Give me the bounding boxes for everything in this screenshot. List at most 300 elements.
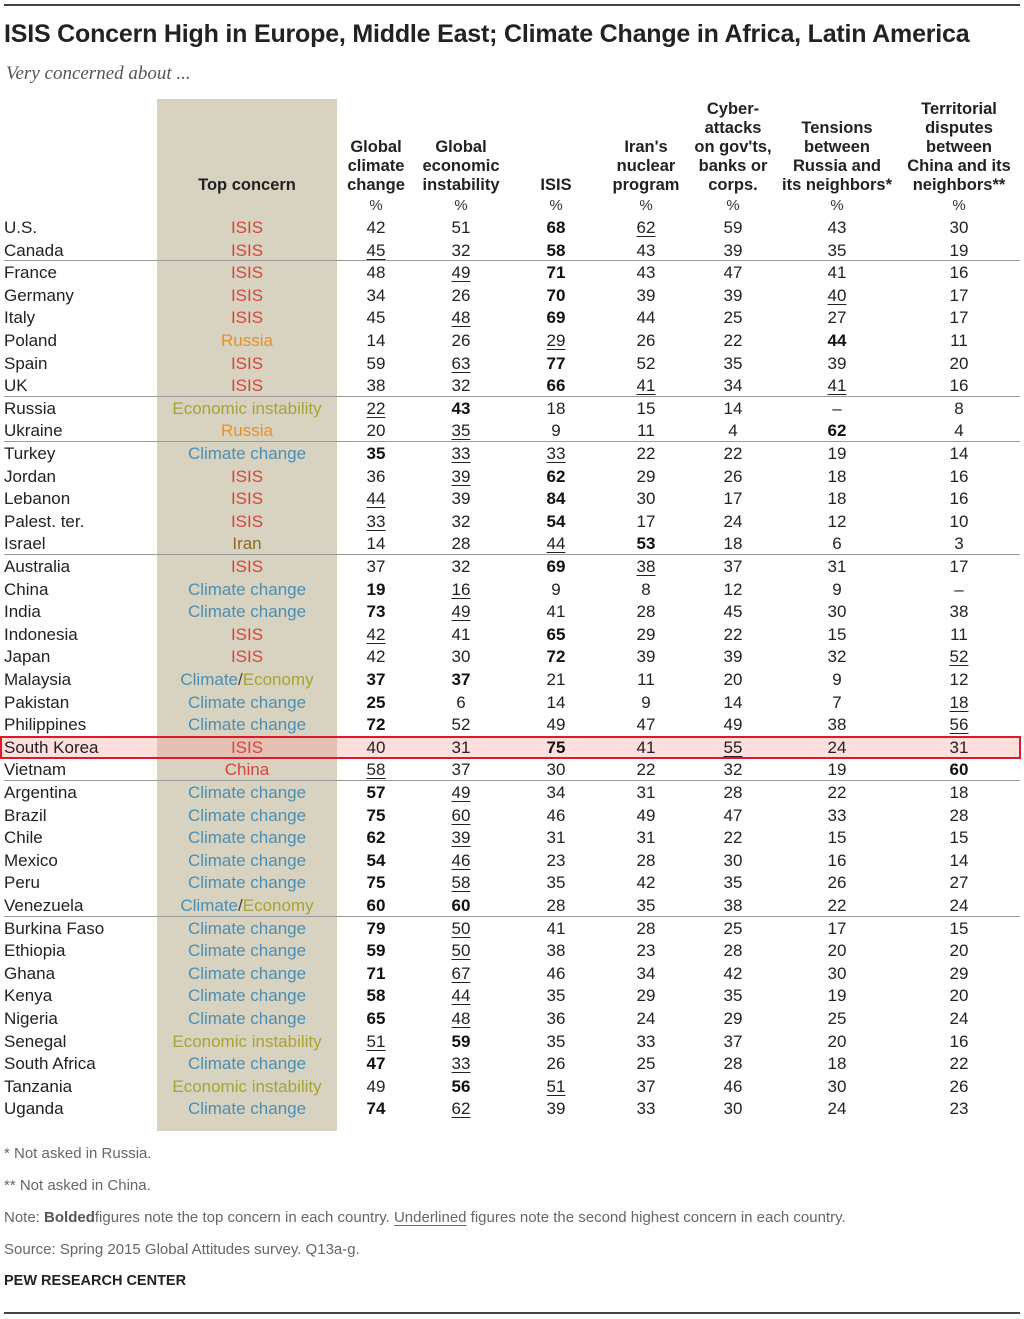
value-cell	[807, 623, 867, 646]
value-text: 42	[366, 218, 386, 237]
value-text: 39	[451, 466, 471, 486]
value-text: 25	[366, 692, 386, 712]
value-cell	[346, 804, 406, 827]
column-header-2	[519, 96, 593, 195]
value-text: 11	[950, 331, 968, 350]
header-top-concern	[167, 100, 327, 195]
top-concern-label: ISIS	[230, 466, 264, 486]
value-text: 18	[827, 1054, 847, 1074]
value-cell	[346, 465, 406, 488]
value-text: 29	[636, 466, 656, 486]
country-label: South Africa	[4, 1054, 96, 1074]
top-concern-label: Climate change	[187, 986, 307, 1006]
value-text: 57	[366, 783, 386, 802]
value-cell	[616, 781, 676, 804]
value-text: 14	[366, 331, 386, 350]
value-text: 17	[949, 285, 969, 305]
value-text: 26	[451, 285, 471, 305]
value-cell	[929, 1052, 989, 1075]
value-text: 11	[637, 421, 655, 441]
value-text: 69	[546, 308, 566, 328]
value-cell	[616, 668, 676, 691]
value-text: 22	[723, 331, 743, 350]
value-text: 52	[636, 353, 656, 373]
note-end: figures note the second highest concern in each country.	[466, 1209, 846, 1226]
value-cell	[807, 1052, 867, 1075]
value-text: 18	[723, 534, 743, 554]
value-text: –	[954, 579, 964, 599]
country-label: Philippines	[4, 715, 87, 735]
value-text: 47	[366, 1054, 386, 1074]
value-cell	[526, 623, 586, 646]
value-text: 32	[723, 760, 743, 780]
value-text: 26	[546, 1054, 566, 1074]
value-text: 66	[546, 376, 566, 396]
value-cell	[929, 939, 989, 962]
value-cell	[616, 939, 676, 962]
value-cell	[346, 758, 406, 781]
value-cell	[616, 984, 676, 1007]
value-text: 4	[954, 421, 964, 441]
value-cell	[703, 623, 763, 646]
value-cell	[929, 849, 989, 872]
value-text: 35	[546, 1031, 566, 1051]
value-text: 48	[451, 1009, 471, 1028]
value-text: 3	[954, 534, 964, 554]
country-label: Israel	[4, 534, 46, 554]
value-cell	[929, 216, 989, 239]
value-text: 33	[366, 511, 386, 531]
value-cell	[703, 939, 763, 962]
value-text: 15	[827, 828, 847, 848]
value-cell	[526, 600, 586, 623]
value-cell	[616, 284, 676, 307]
country-label: Germany	[4, 285, 74, 305]
value-cell	[703, 1052, 763, 1075]
country-label: Italy	[4, 308, 36, 328]
country-label: Jordan	[4, 466, 56, 486]
column-header-line: Global	[435, 138, 487, 156]
value-text: 26	[723, 466, 743, 486]
value-cell	[807, 239, 867, 262]
value-text: 60	[451, 896, 471, 915]
value-text: 14	[366, 534, 386, 554]
value-cell	[616, 329, 676, 352]
value-cell	[526, 939, 586, 962]
value-cell	[929, 284, 989, 307]
value-text: 49	[723, 715, 743, 735]
value-cell	[929, 1030, 989, 1053]
value-cell	[929, 578, 989, 601]
value-cell	[431, 984, 491, 1007]
table-row	[0, 397, 1024, 420]
value-cell	[807, 1030, 867, 1053]
value-text: 36	[546, 1009, 566, 1028]
value-text: 49	[451, 783, 471, 802]
value-cell	[616, 849, 676, 872]
value-text: 39	[546, 1099, 566, 1119]
table-row	[0, 352, 1024, 375]
value-cell	[929, 239, 989, 262]
value-text: 16	[949, 376, 969, 396]
value-text: 37	[636, 1076, 656, 1096]
value-cell	[807, 871, 867, 894]
value-cell	[703, 871, 763, 894]
value-text: 32	[451, 240, 471, 260]
top-concern-label: ISIS	[230, 285, 264, 305]
value-text: 18	[827, 466, 847, 486]
value-text: 38	[827, 715, 847, 735]
value-cell	[526, 804, 586, 827]
table-row	[0, 826, 1024, 849]
top-concern-label: Climate change	[187, 1009, 307, 1028]
column-header-line: neighbors**	[912, 176, 1006, 194]
value-text: 60	[949, 760, 969, 780]
value-text: 9	[641, 692, 651, 712]
value-text: 45	[366, 308, 386, 328]
value-text: 73	[366, 602, 386, 622]
value-cell	[431, 713, 491, 736]
value-text: 65	[366, 1009, 386, 1028]
value-cell	[616, 465, 676, 488]
value-text: 14	[723, 692, 743, 712]
value-text: 9	[832, 670, 842, 689]
value-cell	[807, 781, 867, 804]
table-row	[0, 962, 1024, 985]
column-header-line: ISIS	[540, 176, 572, 194]
table-row	[0, 284, 1024, 307]
value-text: 25	[723, 918, 743, 938]
value-text: 48	[366, 263, 386, 283]
value-text: 37	[723, 1031, 743, 1051]
percent-unit-label: %	[952, 197, 966, 214]
value-cell	[703, 600, 763, 623]
value-cell	[929, 329, 989, 352]
value-text: 14	[546, 692, 566, 712]
value-text: 30	[827, 963, 847, 983]
value-cell	[346, 1030, 406, 1053]
table-row	[0, 668, 1024, 691]
value-cell	[431, 668, 491, 691]
value-text: 46	[546, 805, 566, 825]
value-text: 39	[723, 240, 743, 260]
value-text: 47	[723, 805, 743, 825]
value-cell	[616, 691, 676, 714]
table-row	[0, 600, 1024, 623]
value-cell	[346, 826, 406, 849]
value-cell	[616, 487, 676, 510]
value-cell	[346, 917, 406, 940]
top-concern-label: ISIS	[230, 737, 264, 757]
value-cell	[431, 623, 491, 646]
value-text: 16	[949, 466, 969, 486]
value-text: 19	[827, 760, 847, 780]
value-text: 34	[546, 783, 566, 802]
value-cell	[703, 849, 763, 872]
value-cell	[929, 442, 989, 465]
value-text: 20	[949, 353, 969, 373]
org-name: PEW RESEARCH CENTER	[4, 1273, 187, 1289]
top-concern-slash: /	[238, 896, 243, 915]
note-bold-word: Bolded	[44, 1209, 95, 1226]
top-concern-label: Climate change	[187, 850, 307, 870]
value-cell	[807, 555, 867, 578]
value-cell	[346, 691, 406, 714]
value-text: 42	[636, 873, 656, 893]
value-cell	[346, 668, 406, 691]
value-cell	[929, 984, 989, 1007]
value-cell	[346, 600, 406, 623]
value-cell	[807, 397, 867, 420]
value-cell	[526, 849, 586, 872]
value-text: 22	[827, 783, 847, 802]
top-concern-label: Climate change	[187, 805, 307, 825]
value-text: 21	[546, 670, 566, 689]
value-cell	[616, 917, 676, 940]
value-text: 19	[949, 240, 969, 260]
value-text: 14	[949, 444, 969, 463]
value-cell	[703, 465, 763, 488]
table-row	[0, 939, 1024, 962]
value-cell	[526, 645, 586, 668]
table-row	[0, 1007, 1024, 1030]
value-cell	[807, 419, 867, 442]
value-cell	[616, 1097, 676, 1120]
value-text: 34	[366, 285, 386, 305]
top-concern-label: Climate change	[187, 783, 307, 802]
value-text: 56	[949, 715, 969, 735]
value-text: 26	[949, 1076, 969, 1096]
value-cell	[703, 510, 763, 533]
table-row	[0, 510, 1024, 533]
value-cell	[346, 578, 406, 601]
value-cell	[807, 758, 867, 781]
value-cell	[929, 645, 989, 668]
value-cell	[526, 962, 586, 985]
chart-subtitle: Very concerned about ...	[6, 63, 191, 84]
value-cell	[431, 419, 491, 442]
value-cell	[346, 487, 406, 510]
value-cell	[703, 352, 763, 375]
value-cell	[616, 306, 676, 329]
value-cell	[929, 894, 989, 917]
value-text: 48	[451, 308, 471, 328]
country-label: Brazil	[4, 805, 47, 825]
column-header-line: Iran's	[624, 138, 668, 156]
top-concern-label: Climate change	[187, 1099, 307, 1119]
value-text: 33	[636, 1099, 656, 1119]
value-text: 14	[723, 398, 743, 418]
value-cell	[526, 871, 586, 894]
value-cell	[616, 1075, 676, 1098]
value-cell	[526, 917, 586, 940]
value-text: 29	[723, 1009, 743, 1028]
value-text: 68	[546, 218, 566, 237]
value-cell	[431, 329, 491, 352]
percent-unit-label: %	[639, 197, 653, 214]
value-text: 59	[366, 941, 386, 961]
value-text: 38	[723, 896, 743, 915]
country-label: Japan	[4, 647, 51, 667]
value-text: 20	[723, 670, 743, 689]
value-text: 12	[723, 579, 743, 599]
top-concern-label: Climate change	[187, 715, 307, 735]
top-concern-label: China	[224, 760, 270, 780]
value-text: 6	[456, 692, 466, 712]
top-concern-label: ISIS	[230, 624, 264, 644]
value-cell	[526, 239, 586, 262]
country-label: Ethiopia	[4, 941, 66, 961]
value-text: 19	[827, 444, 847, 463]
value-cell	[929, 419, 989, 442]
country-label: Uganda	[4, 1099, 64, 1119]
top-concern-label: ISIS	[230, 218, 264, 237]
country-label: Peru	[4, 873, 40, 893]
value-text: 41	[827, 376, 847, 396]
value-text: 22	[723, 624, 743, 644]
value-cell	[807, 691, 867, 714]
value-cell	[346, 894, 406, 917]
country-label: India	[4, 602, 41, 622]
value-cell	[703, 691, 763, 714]
top-concern-label: ISIS	[230, 557, 264, 576]
column-header-line: Cyber-	[706, 100, 760, 118]
value-cell	[526, 691, 586, 714]
value-text: 77	[546, 353, 566, 373]
value-text: 62	[827, 421, 847, 441]
value-cell	[526, 736, 586, 759]
value-cell	[346, 306, 406, 329]
value-text: 29	[636, 986, 656, 1006]
value-cell	[703, 1007, 763, 1030]
value-text: 30	[723, 1099, 743, 1119]
value-cell	[346, 713, 406, 736]
table-row	[0, 419, 1024, 442]
column-header-4	[682, 96, 784, 195]
top-concern-label: Economic instability	[172, 1076, 322, 1096]
value-cell	[703, 216, 763, 239]
column-header-line: Tensions	[801, 119, 873, 137]
value-cell	[431, 578, 491, 601]
country-label: Australia	[4, 557, 71, 576]
value-text: 16	[949, 263, 969, 283]
value-text: 28	[949, 805, 969, 825]
value-cell	[526, 826, 586, 849]
value-cell	[703, 419, 763, 442]
note-mid: figures note the top concern in each country.	[94, 1209, 394, 1226]
value-text: 44	[827, 331, 847, 350]
value-cell	[929, 691, 989, 714]
value-cell	[431, 804, 491, 827]
value-cell	[929, 532, 989, 555]
table-row	[0, 758, 1024, 781]
table-row	[0, 555, 1024, 578]
value-cell	[346, 352, 406, 375]
value-text: 15	[827, 624, 847, 644]
table-row	[0, 1030, 1024, 1053]
country-label: China	[4, 579, 49, 599]
value-cell	[431, 1097, 491, 1120]
country-label: Ukraine	[4, 421, 63, 441]
value-cell	[431, 1007, 491, 1030]
value-cell	[807, 939, 867, 962]
value-cell	[703, 736, 763, 759]
value-text: 75	[546, 737, 566, 757]
value-cell	[807, 216, 867, 239]
value-text: 62	[546, 466, 566, 486]
value-text: 60	[451, 805, 471, 825]
value-text: 52	[451, 715, 471, 735]
value-text: 29	[546, 331, 566, 350]
top-concern-label	[159, 668, 335, 691]
footnote-note	[4, 1209, 846, 1226]
table-row	[0, 487, 1024, 510]
value-cell	[807, 1075, 867, 1098]
column-header-line: attacks	[704, 119, 762, 137]
value-cell	[929, 781, 989, 804]
table-row	[0, 645, 1024, 668]
value-text: 12	[827, 511, 847, 531]
value-cell	[346, 962, 406, 985]
value-cell	[616, 578, 676, 601]
value-text: 22	[636, 760, 656, 780]
percent-unit-label: %	[549, 197, 563, 214]
value-cell	[703, 329, 763, 352]
column-header-line: China and its	[907, 157, 1011, 175]
value-cell	[616, 600, 676, 623]
value-cell	[526, 465, 586, 488]
value-cell	[616, 758, 676, 781]
value-text: 42	[366, 624, 386, 644]
country-label: France	[4, 263, 57, 283]
value-cell	[807, 984, 867, 1007]
value-text: 27	[949, 873, 969, 893]
top-concern-label: Economic instability	[172, 1031, 322, 1051]
value-text: 35	[366, 444, 386, 463]
value-cell	[929, 623, 989, 646]
value-text: 37	[451, 670, 471, 689]
value-cell	[807, 442, 867, 465]
value-text: 32	[451, 376, 471, 396]
value-text: 84	[546, 489, 566, 509]
value-cell	[703, 713, 763, 736]
value-text: 23	[546, 850, 566, 870]
value-text: 22	[366, 398, 386, 418]
column-header-5	[770, 96, 904, 195]
value-cell	[346, 781, 406, 804]
table-row	[0, 374, 1024, 397]
value-text: 43	[636, 240, 656, 260]
table-row	[0, 578, 1024, 601]
table-row	[0, 1097, 1024, 1120]
value-cell	[346, 939, 406, 962]
value-text: 35	[451, 421, 471, 441]
column-header-line: Russia and	[792, 157, 882, 175]
value-cell	[929, 962, 989, 985]
value-text: 28	[546, 896, 566, 915]
value-text: 33	[546, 444, 566, 463]
value-text: 74	[366, 1099, 386, 1119]
value-text: 16	[949, 1031, 969, 1051]
value-text: 35	[827, 240, 847, 260]
value-text: 31	[827, 557, 847, 576]
percent-unit-label: %	[369, 197, 383, 214]
top-concern-label: ISIS	[230, 353, 264, 373]
value-cell	[929, 917, 989, 940]
value-text: 31	[546, 828, 566, 848]
value-text: 33	[451, 1054, 471, 1074]
value-text: 40	[366, 737, 386, 757]
